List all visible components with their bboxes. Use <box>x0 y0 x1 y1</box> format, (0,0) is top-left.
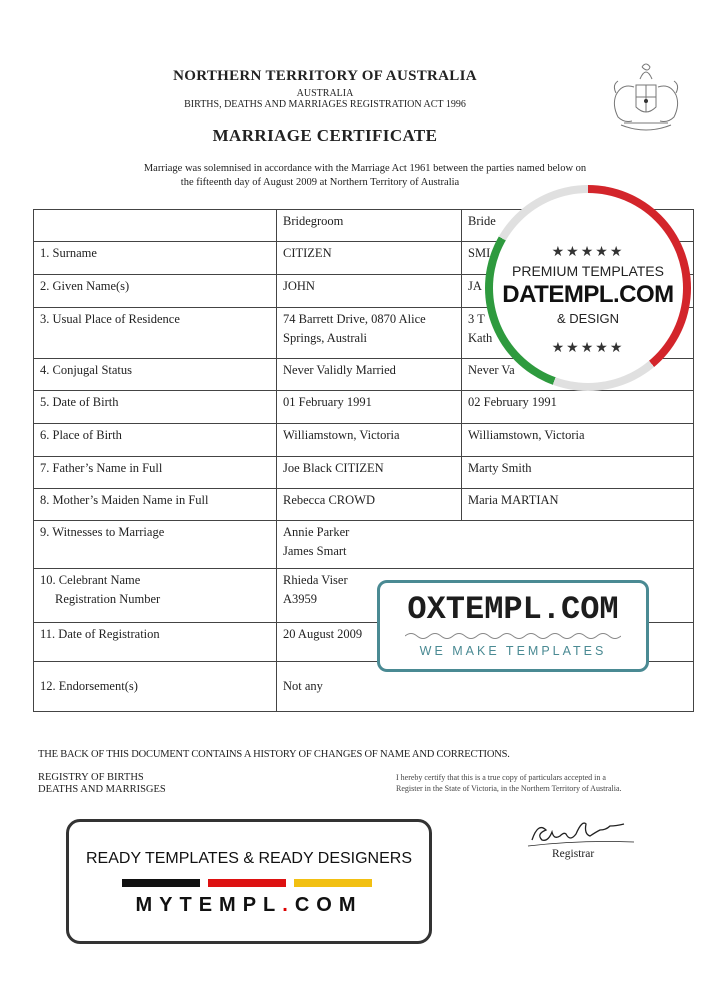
bride-value: Maria MARTIAN <box>462 489 694 521</box>
row-label: 8. Mother’s Maiden Name in Full <box>34 489 277 521</box>
groom-value: JOHN <box>277 275 462 308</box>
bride-residence-line1: 3 T <box>468 312 485 326</box>
row-label <box>34 569 277 623</box>
groom-residence-line2: Springs, Australi <box>283 331 368 345</box>
country-heading: AUSTRALIA <box>296 88 354 99</box>
mytempl-brand-name: MYTEMPL <box>135 894 283 916</box>
wave-divider <box>405 631 621 641</box>
table-row <box>34 424 694 457</box>
table-row <box>34 457 694 489</box>
celebrant-name: Rhieda Viser <box>283 573 348 587</box>
groom-value: CITIZEN <box>277 242 462 275</box>
registry-line-2: DEATHS AND MARRISGES <box>38 784 166 795</box>
certify-line-2: Register in the State of Victoria, in the Northern Territory of Australia. <box>396 784 622 793</box>
registration-number: A3959 <box>283 592 318 606</box>
datempl-watermark-badge <box>485 185 691 391</box>
bride-header: Bride <box>462 210 694 242</box>
intro-line-2: the fifteenth day of August 2009 at Northern Territory of Australia <box>180 177 460 188</box>
datempl-brand-name: DATEMPL <box>502 281 614 308</box>
bride-value: SMI <box>462 242 694 275</box>
bride-value: Williamstown, Victoria <box>462 424 694 457</box>
row-label: 11. Date of Registration <box>34 623 277 662</box>
mytempl-tagline: READY TEMPLATES & READY DESIGNERS <box>85 850 413 867</box>
yellow-color-bar <box>294 879 372 887</box>
certificate-title: MARRIAGE CERTIFICATE <box>212 126 438 145</box>
bride-value: Marty Smith <box>462 457 694 489</box>
table-row <box>34 391 694 424</box>
datempl-brand-tld: .COM <box>613 281 674 308</box>
black-color-bar <box>122 879 200 887</box>
endorsement-value: Not any <box>277 662 694 712</box>
datempl-brand <box>493 281 683 309</box>
coat-of-arms-emblem <box>596 57 696 137</box>
bride-value: 02 February 1991 <box>462 391 694 424</box>
registrar-label: Registrar <box>552 848 595 860</box>
bride-value: JA <box>462 275 694 308</box>
witness-2: James Smart <box>283 544 347 558</box>
row-label: 5. Date of Birth <box>34 391 277 424</box>
groom-value: Rebecca CROWD <box>277 489 462 521</box>
back-of-document-note: THE BACK OF THIS DOCUMENT CONTAINS A HISTORY OF CHANGES OF NAME AND CORRECTIONS. <box>38 749 510 760</box>
territory-heading: NORTHERN TERRITORY OF AUSTRALIA <box>173 68 477 84</box>
certify-line-1: I hereby certify that this is a true copy of particulars accepted in a <box>396 773 606 782</box>
registration-date-value: 20 August 2009 <box>277 623 694 662</box>
design-label: & DESIGN <box>556 311 620 326</box>
groom-value: Joe Black CITIZEN <box>277 457 462 489</box>
row-label: 1. Surname <box>34 242 277 275</box>
bridegroom-header: Bridegroom <box>277 210 462 242</box>
bride-value: Never Va <box>462 359 694 391</box>
oxtempl-brand: OXTEMPL.COM <box>407 591 619 628</box>
intro-line-1: Marriage was solemnised in accordance with the Marriage Act 1961 between the parties named below on <box>143 163 587 174</box>
row-label: 9. Witnesses to Marriage <box>34 521 277 569</box>
stars-top: ★★★★★ <box>551 243 625 259</box>
row-label: 6. Place of Birth <box>34 424 277 457</box>
row-label: 3. Usual Place of Residence <box>34 308 277 359</box>
groom-value: 01 February 1991 <box>277 391 462 424</box>
row-label: 7. Father’s Name in Full <box>34 457 277 489</box>
groom-value <box>277 308 462 359</box>
row-label: 2. Given Name(s) <box>34 275 277 308</box>
mytempl-watermark <box>66 819 432 944</box>
mytempl-brand <box>69 894 429 917</box>
header-empty-cell <box>34 210 277 242</box>
oxtempl-watermark <box>377 580 649 672</box>
registration-number-label: Registration Number <box>55 592 161 606</box>
premium-templates-label: PREMIUM TEMPLATES <box>512 263 664 279</box>
groom-value: Williamstown, Victoria <box>277 424 462 457</box>
act-heading: BIRTHS, DEATHS AND MARRIAGES REGISTRATION ACT 1996 <box>184 99 466 110</box>
celebrant-name-label: 10. Celebrant Name <box>40 573 141 587</box>
stars-bottom: ★★★★★ <box>551 339 625 355</box>
registry-line-1: REGISTRY OF BIRTHS <box>38 772 144 783</box>
table-row <box>34 489 694 521</box>
table-row <box>34 521 694 569</box>
mytempl-brand-dot: . <box>282 894 295 916</box>
row-label: 12. Endorsement(s) <box>34 662 277 712</box>
witnesses-value <box>277 521 694 569</box>
registrar-signature <box>522 812 642 852</box>
row-label: 4. Conjugal Status <box>34 359 277 391</box>
groom-value: Never Validly Married <box>277 359 462 391</box>
mytempl-brand-tld: COM <box>294 894 363 916</box>
bride-residence-line2: Kath <box>468 331 493 345</box>
groom-residence-line1: 74 Barrett Drive, 0870 Alice <box>283 312 426 326</box>
red-color-bar <box>208 879 286 887</box>
witness-1: Annie Parker <box>283 525 350 539</box>
oxtempl-tagline: WE MAKE TEMPLATES <box>419 644 607 658</box>
datempl-badge-inner <box>493 193 683 383</box>
